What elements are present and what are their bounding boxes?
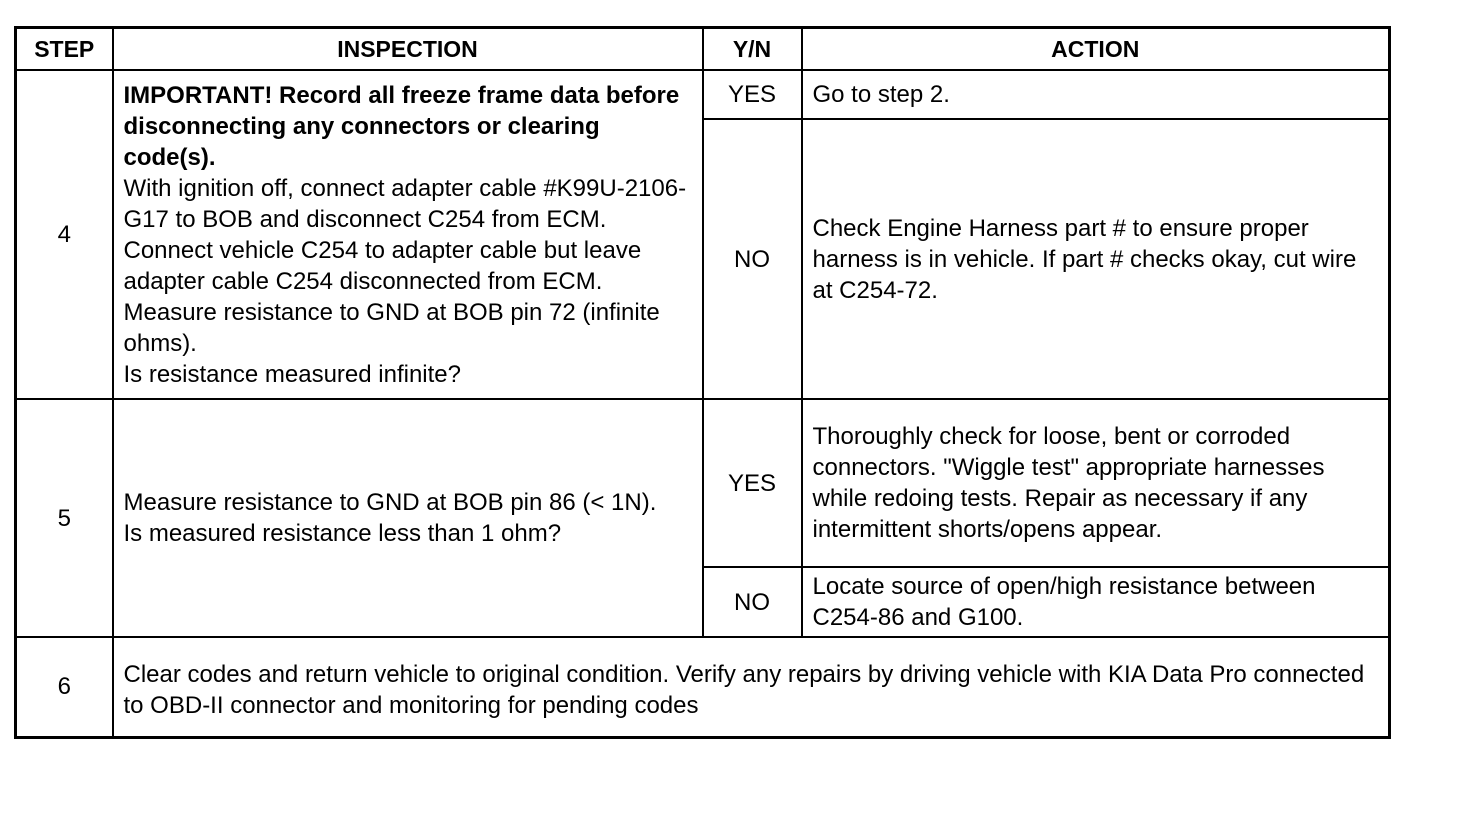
header-yn: Y/N xyxy=(703,28,802,71)
table-row xyxy=(16,637,1390,737)
inspection-cell xyxy=(113,399,703,637)
yes-label: YES xyxy=(703,399,802,567)
inspection-text: With ignition off, connect adapter cable #K99U-2106-G17 to BOB and disconnect C254 from ECM. Connect vehicle C254 to adapter cable but leave adapter cable C254 disconnected from ECM. Measure resistance to GND at BOB pin 72 (infinite ohms). xyxy=(123,174,687,357)
header-inspection: INSPECTION xyxy=(113,28,703,71)
important-note: IMPORTANT! Record all freeze frame data before disconnecting any connectors or clearing code(s). xyxy=(123,81,680,171)
yes-label: YES xyxy=(703,70,802,119)
inspection-text: Measure resistance to GND at BOB pin 86 (< 1N). xyxy=(123,489,657,516)
final-step-text: Clear codes and return vehicle to original condition. Verify any repairs by driving vehicle with KIA Data Pro connected to OBD-II connector and monitoring for pending codes xyxy=(113,637,1390,737)
table-row xyxy=(16,399,1390,567)
no-label: NO xyxy=(703,567,802,637)
inspection-cell xyxy=(113,70,703,399)
diagnostic-table xyxy=(14,26,1391,739)
step-number: 4 xyxy=(16,70,113,399)
yes-action: Thoroughly check for loose, bent or corroded connectors. "Wiggle test" appropriate harnesses while redoing tests. Repair as necessary if any intermittent shorts/opens appear. xyxy=(802,399,1390,567)
inspection-question: Is resistance measured infinite? xyxy=(123,360,461,388)
step-number: 6 xyxy=(16,637,113,737)
inspection-question: Is measured resistance less than 1 ohm? xyxy=(123,520,562,547)
header-action: ACTION xyxy=(802,28,1390,71)
header-row xyxy=(16,28,1390,71)
step-number: 5 xyxy=(16,399,113,637)
yes-action: Go to step 2. xyxy=(802,70,1390,119)
no-action: Locate source of open/high resistance between C254-86 and G100. xyxy=(802,567,1390,637)
header-step: STEP xyxy=(16,28,113,71)
no-label: NO xyxy=(703,119,802,399)
no-action: Check Engine Harness part # to ensure proper harness is in vehicle. If part # checks okay, cut wire at C254-72. xyxy=(802,119,1390,399)
table-row xyxy=(16,70,1390,119)
